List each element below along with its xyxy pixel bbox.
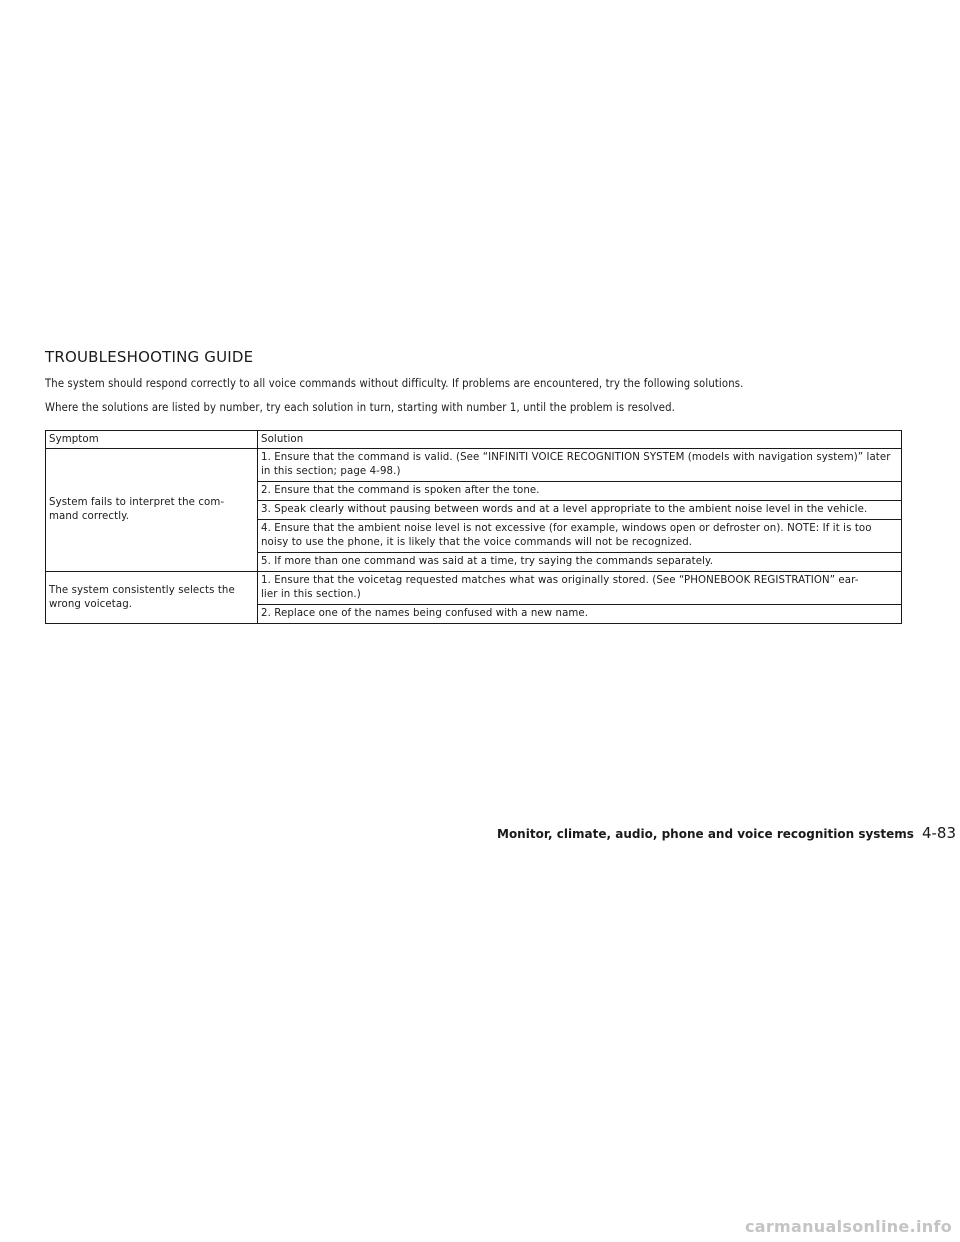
- solution-cell: 3. Speak clearly without pausing between words and at a level appropriate to the ambient noise level in the vehicle.: [258, 501, 902, 520]
- symptom-text: System fails to interpret the com- mand correctly.: [49, 497, 225, 522]
- solution-cell: 2. Replace one of the names being confused with a new name.: [258, 605, 902, 624]
- solution-column-header: Solution: [258, 431, 902, 449]
- symptom-cell: [46, 449, 258, 572]
- intro-paragraph-1: The system should respond correctly to all voice commands without difficulty. If problems are encountered, try the following solutions.: [45, 377, 744, 390]
- troubleshooting-table: [45, 430, 902, 624]
- solution-cell: 5. If more than one command was said at a time, try saying the commands separately.: [258, 553, 902, 572]
- symptom-cell: [46, 572, 258, 624]
- chapter-title: Monitor, climate, audio, phone and voice recognition systems: [497, 827, 914, 841]
- solution-cell: 4. Ensure that the ambient noise level is not excessive (for example, windows open or defroster on). NOTE: If it is too noisy to use the phone, it is likely that the voice commands will not be recognized.: [258, 520, 902, 553]
- solution-cell: 2. Ensure that the command is spoken after the tone.: [258, 482, 902, 501]
- symptom-column-header: Symptom: [46, 431, 258, 449]
- table-header-row: [46, 431, 902, 449]
- solution-text: 1. Ensure that the voicetag requested matches what was originally stored. (See “PHONEBOOK REGISTRATION” ear- lier in this section.): [261, 575, 859, 600]
- symptom-text: The system consistently selects the wrong voicetag.: [49, 584, 235, 610]
- page-footer: [497, 823, 956, 842]
- table-row: [46, 572, 902, 605]
- solution-cell: 1. Ensure that the command is valid. (See “INFINITI VOICE RECOGNITION SYSTEM (models with navigation system)” later in this section; page 4-98.): [258, 449, 902, 482]
- section-heading: TROUBLESHOOTING GUIDE: [45, 348, 254, 366]
- site-watermark[interactable]: carmanualsonline.info: [744, 1217, 952, 1236]
- page-number: 4-83: [921, 824, 956, 842]
- solution-cell: [258, 572, 902, 605]
- troubleshooting-section: [45, 347, 905, 624]
- table-row: [46, 449, 902, 482]
- intro-paragraph-2: Where the solutions are listed by number, try each solution in turn, starting with number 1, until the problem is resolved.: [45, 401, 675, 414]
